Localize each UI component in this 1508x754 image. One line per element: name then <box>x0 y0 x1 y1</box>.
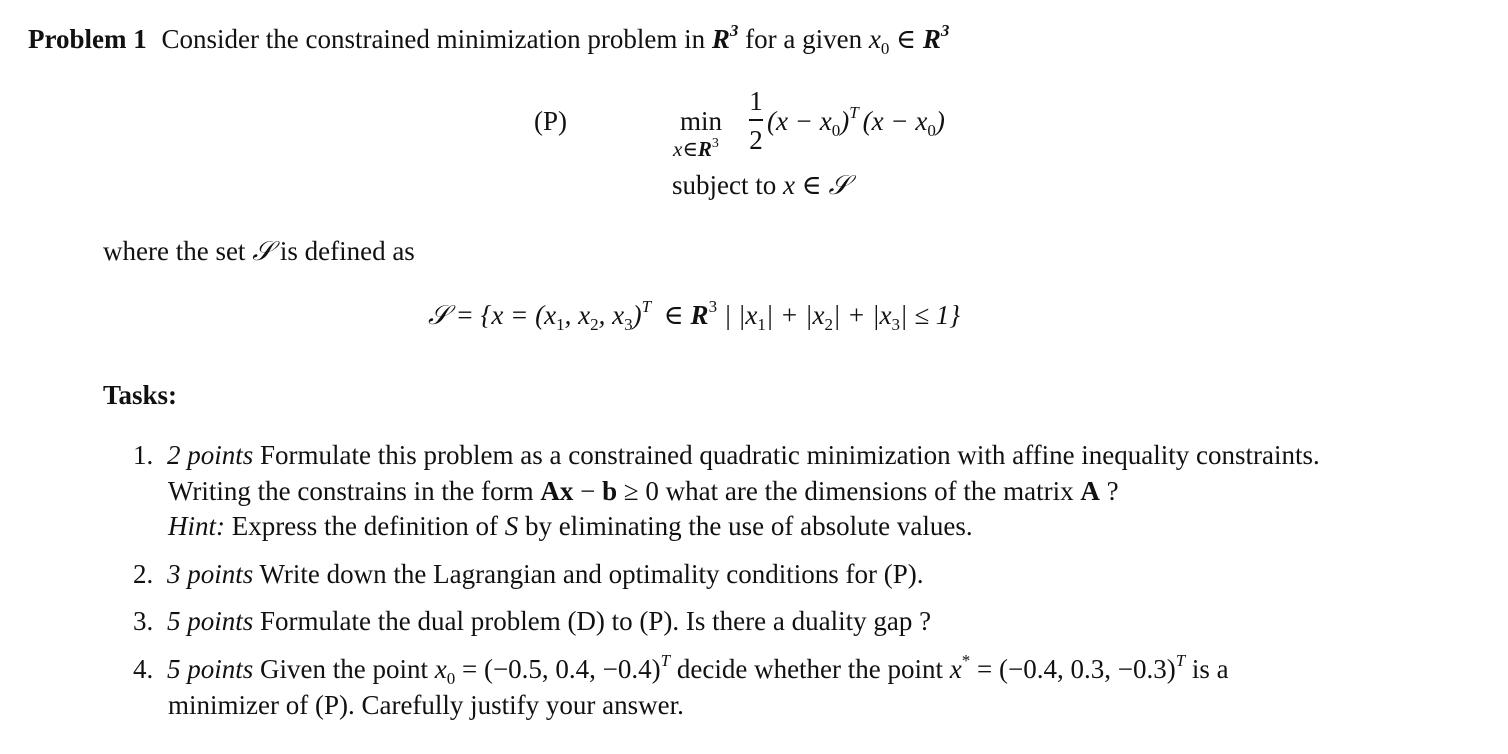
fraction-denominator: 2 <box>749 125 763 155</box>
min-operator: min <box>680 106 723 136</box>
task-4-points: 5 points <box>167 654 254 684</box>
fraction-numerator: 1 <box>749 86 763 116</box>
problem-label: Problem 1 <box>28 24 147 54</box>
task-3-points: 5 points <box>167 606 254 636</box>
task-2-points: 3 points <box>167 559 254 589</box>
task-3: 3. 5 points Formulate the dual problem (D) to (P). Is there a duality gap ? <box>133 606 932 636</box>
task-1: 1. 2 points Formulate this problem as a constrained quadratic minimization with affine inequality constraints. <box>133 440 1320 470</box>
problem-intro: Consider the constrained minimization problem in <box>161 24 706 54</box>
in-symbol: ∈ <box>896 24 917 54</box>
task-4: 4. 5 points Given the point $x_0 = (-0.5$, 0.4, −0.4)$^T$ decide whether the point x* = (−0.4, 0.3, −0.3)$^T$ is a <box>133 651 1229 688</box>
task-1-line1: Formulate this problem as a constrained quadratic minimization with affine inequality constraints. <box>260 440 1320 470</box>
reals-symbol: $R^3$ <box>711 21 739 54</box>
task-4-line2: minimizer of (P). Carefully justify your answer. <box>168 690 684 720</box>
set-intro: where the set 𝒮 is defined as <box>103 236 415 266</box>
x0-symbol: $x_0$ <box>868 24 890 58</box>
fraction-bar <box>749 119 763 121</box>
tasks-heading: Tasks: <box>103 380 178 410</box>
for-given-text: for a given <box>745 24 863 54</box>
problem-header <box>28 21 950 58</box>
task-2: 2. 3 points Write down the Lagrangian and optimality conditions for (P). <box>133 559 924 589</box>
task-1-points: 2 points <box>167 440 254 470</box>
program-tag: (P) <box>534 106 567 136</box>
min-subscript: $x\in R^3$ <box>673 136 719 161</box>
reals-symbol-2: $R^3$ <box>922 21 950 54</box>
task-1-hint: Hint: Express the definition of S by eliminating the use of absolute values. <box>168 511 973 541</box>
set-definition: 𝒮 = {$x = (x_1$, $x_2$, $x_3)^T$ ∈ $R^3$ | $|x_1| + |x_2| + |x_3| \le 1$} <box>428 297 961 334</box>
objective-expression: $(x - x_0)^T$ $(x - x_0)$ <box>767 103 945 140</box>
subject-to-line: subject to x ∈ 𝒮 <box>672 170 850 200</box>
task-1-line2: Writing the constrains in the form Ax − b ≥ 0 what are the dimensions of the matrix A ? <box>168 476 1119 506</box>
